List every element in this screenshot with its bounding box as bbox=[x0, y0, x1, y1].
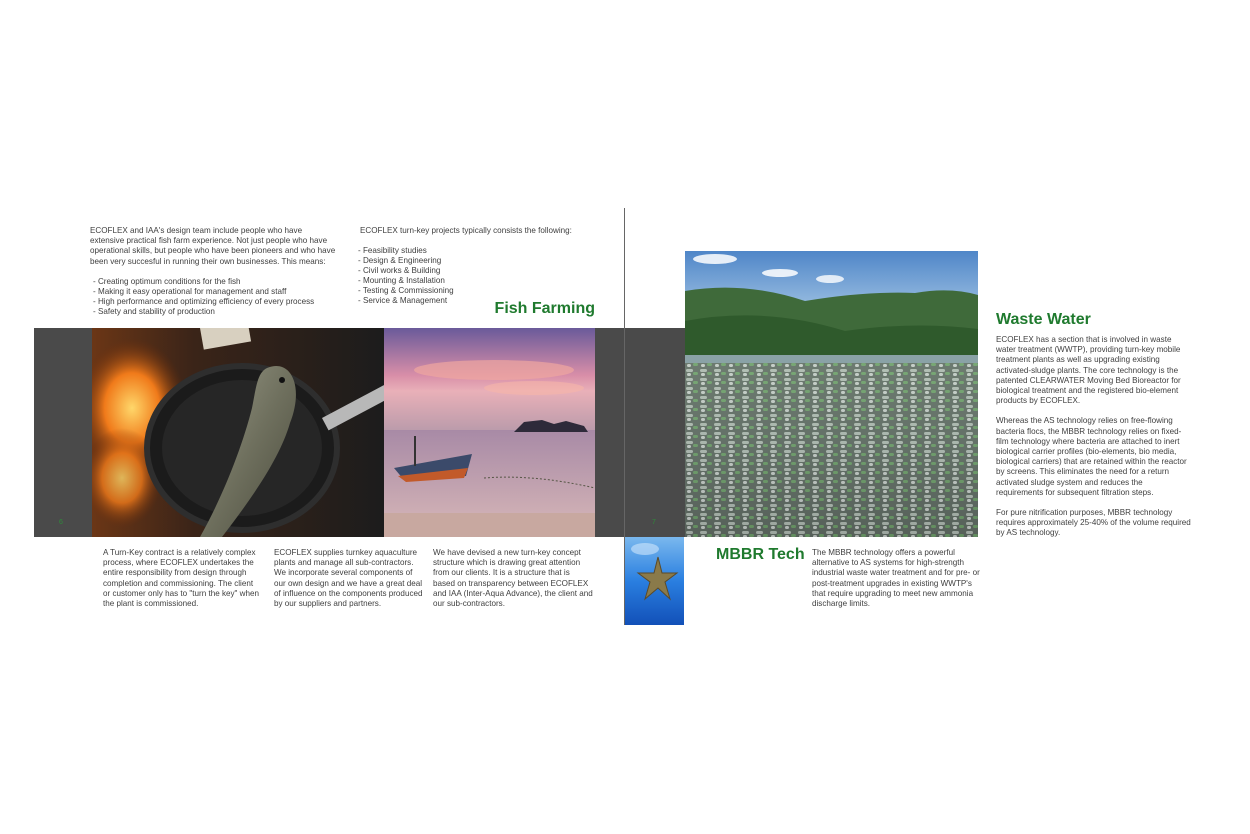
waste-water-paragraph-1: ECOFLEX has a section that is involved in waste water treatment (WWTP), providing turn-key mobile treatment plants as well as upgrading existing activated-sludge plants. The core technology is the patented CLEARWATER Moving Bed Bioreactor for biological treatment and the registered bio-element products by ECOFLEX. bbox=[996, 335, 1181, 406]
page-number-left: 6 bbox=[59, 519, 63, 526]
list-item: - Feasibility studies bbox=[358, 246, 558, 256]
waste-water-body bbox=[996, 335, 1192, 539]
list-item: - High performance and optimizing efficiency of every process bbox=[93, 297, 343, 307]
polluted-lake-image bbox=[685, 251, 978, 537]
intro-paragraph: ECOFLEX and IAA's design team include people who have extensive practical fish farm experience. Not just people who have operational skills, but people who have been pioneers and who have been very succesful in running their own businesses. This means: bbox=[90, 226, 336, 266]
gray-band-right bbox=[625, 328, 685, 537]
boat-at-sunset-image bbox=[384, 328, 595, 537]
list-item: - Making it easy operational for management and staff bbox=[93, 287, 343, 297]
list-item: - Civil works & Building bbox=[358, 266, 558, 276]
waste-water-paragraph-2: Whereas the AS technology relies on free-flowing bacteria flocs, the MBBR technology relies on fixed-film technology where bacteria are attached to inert biological carrier profiles (bio-elements, bio media, biological carriers) that are retained within the reactor by screens. This eliminates the need for a return activated sludge system and reduces the requirements for subsequent filtration steps. bbox=[996, 416, 1187, 497]
waste-water-heading: Waste Water bbox=[996, 311, 1091, 328]
page-number-right: 7 bbox=[652, 519, 656, 526]
list-item: - Design & Engineering bbox=[358, 256, 558, 266]
col1-text: A Turn-Key contract is a relatively complex process, where ECOFLEX undertakes the entire responsibility from design through completion and commissioning. The client or customer only has to "turn the key" when the plant is commissioned. bbox=[103, 548, 260, 609]
list-item: - Creating optimum conditions for the fish bbox=[93, 277, 343, 287]
list-item: - Mounting & Installation bbox=[358, 276, 558, 286]
waste-water-paragraph-3: For pure nitrification purposes, MBBR technology requires approximately 25-40% of the volume required by AS technology. bbox=[996, 508, 1191, 538]
turnkey-intro: ECOFLEX turn-key projects typically consists the following: bbox=[360, 226, 572, 235]
turnkey-list bbox=[358, 246, 558, 307]
mbbr-tech-heading: MBBR Tech bbox=[716, 546, 805, 563]
list-item: - Testing & Commissioning bbox=[358, 286, 558, 296]
fish-in-pan-image bbox=[92, 328, 384, 537]
col2-text: ECOFLEX supplies turnkey aquaculture plants and manage all sub-contractors. We incorporate several components of our own design and we have a great deal of influence on the components produced by our suppliers and partners. bbox=[274, 548, 423, 609]
col3-text: We have devised a new turn-key concept structure which is drawing great attention from our clients. It is a structure that is based on transparency between ECOFLEX and IAA (Inter-Aqua Advance), the client and our sub-contractors. bbox=[433, 548, 593, 609]
list-item: - Safety and stability of production bbox=[93, 307, 343, 317]
mbbr-tech-text: The MBBR technology offers a powerful alternative to AS systems for high-strength industrial waste water treatment and for pre- or post-treatment upgrades in existing WWTP's that require upgrading to meet new ammonia discharge limits. bbox=[812, 548, 980, 609]
list-item: - Service & Management bbox=[358, 296, 558, 306]
starfish-image bbox=[625, 537, 684, 625]
means-list bbox=[93, 277, 343, 317]
fish-farming-heading: Fish Farming bbox=[494, 300, 595, 317]
